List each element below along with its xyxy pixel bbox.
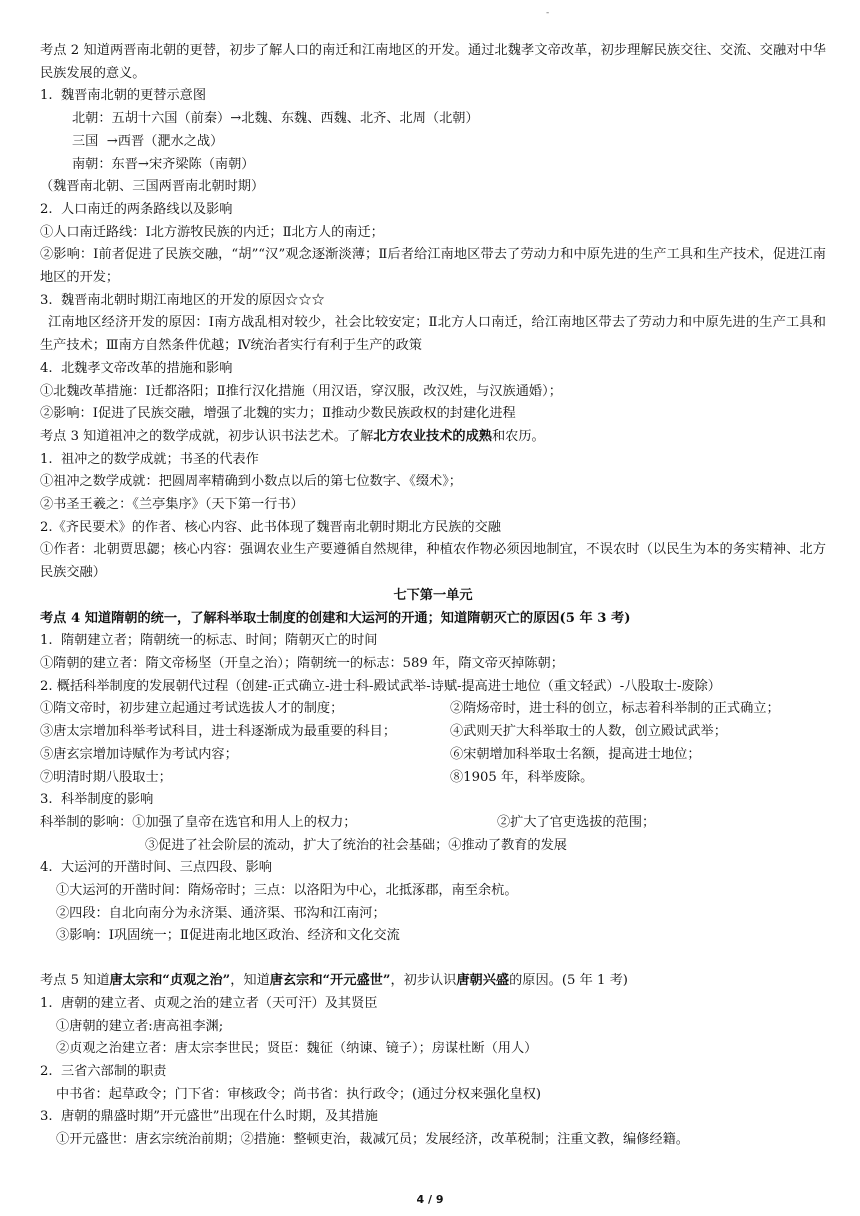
- section-heading: 1. 祖冲之的数学成就；书圣的代表作: [40, 451, 259, 467]
- keju-item: ②隋炀帝时，进士科的创立，标志着科举制的正式确立；: [450, 701, 780, 717]
- kd4-heading: 考点 4 知道隋朝的统一，了解科举取士制度的创建和大运河的开通；知道隋朝灭亡的原因(5 年 3 考): [40, 610, 631, 626]
- section-heading: 3. 唐朝的鼎盛时期”开元盛世”出现在什么时期，及其措施: [40, 1109, 378, 1125]
- section-heading: 2. 三省六部制的职责: [40, 1063, 167, 1079]
- section-heading: 2. 概括科举制度的发展朝代过程（创建-正式确立-进士科-殿试武举-诗赋-提高进士地位（重文轻武）-八股取士-废除）: [40, 678, 721, 694]
- list-item: 三国 →西晋（淝水之战）: [72, 133, 224, 149]
- kd3-bold: 北方农业技术的成熟: [373, 428, 492, 444]
- list-item: ②书圣王羲之：《兰亭集序》（天下第一行书）: [40, 497, 304, 513]
- section-heading: 3. 科举制度的影响: [40, 792, 154, 808]
- unit-title: 七下第一单元: [393, 587, 473, 603]
- keju-item: ⑧1905 年，科举废除。: [450, 769, 594, 785]
- kd5-part: ，初步认识: [390, 973, 457, 989]
- section-heading: 1. 唐朝的建立者、贞观之治的建立者（天可汗）及其贤臣: [40, 995, 378, 1011]
- spacer: [40, 948, 826, 970]
- list-item: ③影响：Ⅰ巩固统一；Ⅱ促进南北地区政治、经济和文化交流: [56, 928, 400, 944]
- keju-item: ①隋文帝时，初步建立起通过考试选拔人才的制度；: [40, 701, 344, 717]
- list-item: 中书省：起草政令；门下省：审核政令；尚书省：执行政令；(通过分权来强化皇权): [56, 1086, 542, 1102]
- list-item: ①隋朝的建立者：隋文帝杨坚（开皇之治）；隋朝统一的标志：589 年，隋文帝灭掉陈朝；: [40, 655, 564, 671]
- kd5-bold: 唐朝兴盛: [456, 973, 510, 989]
- keju-row: [40, 767, 826, 790]
- section-heading: 2.《齐民要术》的作者、核心内容、此书体现了魏晋南北朝时期北方民族的交融: [40, 519, 501, 535]
- list-item: ②影响：Ⅰ促进了民族交融，增强了北魏的实力；Ⅱ推动少数民族政权的封建化进程: [40, 406, 516, 422]
- list-item: ①北魏改革措施：Ⅰ迁都洛阳；Ⅱ推行汉化措施（用汉语，穿汉服，改汉姓，与汉族通婚）；: [40, 383, 562, 399]
- list-item: （魏晋南北朝、三国两晋南北朝时期）: [40, 179, 265, 195]
- keju-influence-item: ②扩大了官吏选拔的范围；: [497, 814, 656, 830]
- paragraph: 江南地区经济开发的原因：Ⅰ南方战乱相对较少，社会比较安定；Ⅱ北方人口南迁，给江南地区带去了劳动力和中原先进的生产工具和生产技术；Ⅲ南方自然条件优越；Ⅳ统治者实行有利于生产的政策: [40, 315, 826, 354]
- keju-item: ⑤唐玄宗增加诗赋作为考试内容；: [40, 746, 238, 762]
- keju-influence-row: [40, 812, 826, 835]
- kd2-heading: 考点 2 知道两晋南北朝的更替，初步了解人口的南迁和江南地区的开发。通过北魏孝文帝改革，初步理解民族交往、交流、交融对中华民族发展的意义。: [40, 43, 826, 81]
- page-number: 4 / 9: [416, 1193, 444, 1206]
- keju-item: ③唐太宗增加科举考试科目，进士科逐渐成为最重要的科目；: [40, 724, 397, 740]
- list-item: ②影响：Ⅰ前者促进了民族交融，“胡”“汉”观念逐渐淡薄；Ⅱ后者给江南地区带去了劳动力和中原先进的生产工具和生产技术，促进江南地区的开发；: [40, 247, 826, 286]
- section-heading: 4. 大运河的开凿时间、三点四段、影响: [40, 860, 272, 876]
- section-heading: 3. 魏晋南北朝时期江南地区的开发的原因☆☆☆: [40, 292, 325, 308]
- section-heading: 1. 魏晋南北朝的更替示意图: [40, 88, 207, 104]
- kd3-pre: 考点 3 知道祖冲之的数学成就，初步认识书法艺术。了解: [40, 428, 374, 444]
- keju-item: ⑥宋朝增加科举取士名额，提高进士地位；: [450, 746, 701, 762]
- keju-influence-label: 科举制的影响：①加强了皇帝在选官和用人上的权力；: [40, 814, 357, 830]
- kd5-part: 考点 5 知道: [40, 973, 110, 989]
- keju-influence-line: ③促进了社会阶层的流动，扩大了统治的社会基础；④推动了教育的发展: [145, 837, 567, 853]
- list-item: 南朝：东晋→宋齐梁陈（南朝）: [72, 156, 255, 172]
- list-item: 北朝：五胡十六国（前秦）→北魏、东魏、西魏、北齐、北周（北朝）: [72, 111, 479, 127]
- kd5-part: 的原因。(5 年 1 考): [509, 973, 628, 989]
- keju-item: ⑦明清时期八股取士；: [40, 769, 172, 785]
- list-item: ②四段：自北向南分为永济渠、通济渠、邗沟和江南河；: [56, 905, 386, 921]
- keju-row: [40, 721, 826, 744]
- section-heading: 4. 北魏孝文帝改革的措施和影响: [40, 360, 233, 376]
- keju-row: [40, 698, 826, 721]
- kd5-part: ，知道: [230, 973, 270, 989]
- section-heading: 2. 人口南迁的两条路线以及影响: [40, 201, 233, 217]
- kd3-post: 和农历。: [491, 428, 545, 444]
- document-body: [40, 40, 826, 1152]
- list-item: ①唐朝的建立者:唐高祖李渊;: [56, 1018, 224, 1034]
- section-heading: 1. 隋朝建立者；隋朝统一的标志、时间；隋朝灭亡的时间: [40, 633, 378, 649]
- list-item: ①开元盛世：唐玄宗统治前期；②措施：整顿吏治，裁减冗员；发展经济，改革税制；注重文教，编修经籍。: [56, 1132, 689, 1148]
- kd5-bold: 唐玄宗和“开元盛世”: [269, 973, 391, 989]
- list-item: ②贞观之治建立者：唐太宗李世民；贤臣：魏征（纳谏、镜子）；房谋杜断（用人）: [56, 1041, 538, 1057]
- list-item: ①人口南迁路线：Ⅰ北方游牧民族的内迁；Ⅱ北方人的南迁；: [40, 224, 384, 240]
- kd5-bold: 唐太宗和“贞观之治”: [109, 973, 231, 989]
- header-mark: -: [546, 8, 550, 18]
- list-item: ①大运河的开凿时间：隋炀帝时；三点：以洛阳为中心，北抵涿郡，南至余杭。: [56, 883, 518, 899]
- keju-row: [40, 744, 826, 767]
- kd5-heading: [40, 970, 826, 993]
- keju-item: ④武则天扩大科举取士的人数，创立殿试武举；: [450, 724, 727, 740]
- list-item: ①作者：北朝贾思勰；核心内容：强调农业生产要遵循自然规律，种植农作物必须因地制宜，不误农时（以民生为本的务实精神、北方民族交融）: [40, 542, 826, 581]
- kd3-heading: [40, 426, 826, 449]
- list-item: ①祖冲之数学成就：把圆周率精确到小数点以后的第七位数字、《缀术》；: [40, 474, 462, 490]
